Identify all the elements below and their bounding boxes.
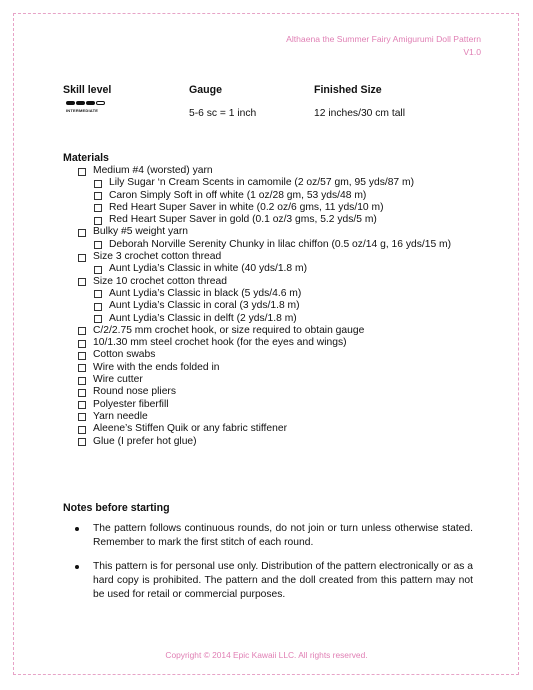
material-text: Red Heart Super Saver in white (0.2 oz/6 gms, 11 yds/10 m) <box>109 201 384 213</box>
checkbox-icon <box>78 327 86 335</box>
note-item <box>63 560 473 602</box>
note-text: This pattern is for personal use only. Distribution of the pattern electronically or as a hard copy is prohibited. The pattern and the doll created from this pattern may not be used for retail or commercial purposes. <box>93 561 473 600</box>
material-text: Aunt Lydia’s Classic in coral (3 yds/1.8 m) <box>109 300 300 312</box>
skill-bar <box>66 101 75 105</box>
material-item <box>63 386 483 398</box>
note-item <box>63 522 473 550</box>
material-text: Glue (I prefer hot glue) <box>93 435 197 447</box>
material-item <box>63 276 483 288</box>
material-subitem <box>63 288 483 300</box>
material-item <box>63 165 483 177</box>
checkbox-icon <box>94 241 102 249</box>
skill-bar <box>96 101 105 105</box>
skill-bar <box>86 101 95 105</box>
checkbox-icon <box>78 426 86 434</box>
material-item <box>63 349 483 361</box>
note-text: The pattern follows continuous rounds, do not join or turn unless otherwise stated. Remember to mark the first stitch of each round. <box>93 523 473 548</box>
material-text: Aunt Lydia’s Classic in delft (2 yds/1.8 m) <box>109 312 297 324</box>
checkbox-icon <box>78 377 86 385</box>
material-text: Caron Simply Soft in off white (1 oz/28 gm, 53 yds/48 m) <box>109 189 367 201</box>
checkbox-icon <box>94 266 102 274</box>
material-item <box>63 411 483 423</box>
material-text: Wire with the ends folded in <box>93 361 220 373</box>
checkbox-icon <box>78 438 86 446</box>
material-text: 10/1.30 mm steel crochet hook (for the eyes and wings) <box>93 337 347 349</box>
notes-heading: Notes before starting <box>63 502 170 514</box>
copyright-footer: Copyright © 2014 Epic Kawaii LLC. All rights reserved. <box>165 650 368 660</box>
material-subitem <box>63 214 483 226</box>
material-item <box>63 423 483 435</box>
material-item <box>63 251 483 263</box>
checkbox-icon <box>78 401 86 409</box>
material-subitem <box>63 239 483 251</box>
checkbox-icon <box>94 204 102 212</box>
finished-size-value: 12 inches/30 cm tall <box>314 108 406 119</box>
checkbox-icon <box>78 254 86 262</box>
material-subitem <box>63 300 483 312</box>
checkbox-icon <box>94 180 102 188</box>
page-header <box>286 33 481 59</box>
material-text: Size 10 crochet cotton thread <box>93 275 227 287</box>
material-subitem <box>63 177 483 189</box>
checkbox-icon <box>78 389 86 397</box>
bullet-icon <box>75 527 79 531</box>
material-subitem <box>63 190 483 202</box>
notes-list <box>63 522 473 612</box>
skill-level-badge <box>63 98 110 116</box>
checkbox-icon <box>94 315 102 323</box>
material-text: Aunt Lydia’s Classic in black (5 yds/4.6 m) <box>109 287 302 299</box>
bullet-icon <box>75 565 79 569</box>
material-text: Cotton swabs <box>93 349 156 361</box>
checkbox-icon <box>78 352 86 360</box>
checkbox-icon <box>94 217 102 225</box>
material-text: Aunt Lydia’s Classic in white (40 yds/1.8 m) <box>109 263 308 275</box>
material-item <box>63 436 483 448</box>
material-text: Yarn needle <box>93 410 148 422</box>
gauge-heading: Gauge <box>189 84 222 96</box>
material-text: Polyester fiberfill <box>93 398 169 410</box>
checkbox-icon <box>78 229 86 237</box>
material-item <box>63 374 483 386</box>
material-text: Size 3 crochet cotton thread <box>93 251 222 263</box>
material-subitem <box>63 263 483 275</box>
gauge-value: 5-6 sc = 1 inch <box>189 108 257 119</box>
skill-level-heading: Skill level <box>63 84 112 96</box>
material-text: Bulky #5 weight yarn <box>93 226 189 238</box>
checkbox-icon <box>94 290 102 298</box>
header-title: Althaena the Summer Fairy Amigurumi Doll Pattern <box>286 34 481 44</box>
skill-bar <box>76 101 85 105</box>
checkbox-icon <box>78 364 86 372</box>
material-text: Lily Sugar ‘n Cream Scents in camomile (2 oz/57 gm, 95 yds/87 m) <box>109 177 415 189</box>
material-item <box>63 399 483 411</box>
material-text: Wire cutter <box>93 374 143 386</box>
skill-level-text: INTERMEDIATE <box>66 108 99 113</box>
material-text: Round nose pliers <box>93 386 176 398</box>
material-subitem <box>63 202 483 214</box>
material-subitem <box>63 313 483 325</box>
finished-size-heading: Finished Size <box>314 84 382 96</box>
checkbox-icon <box>78 168 86 176</box>
material-text: Deborah Norville Serenity Chunky in lilac chiffon (0.5 oz/14 g, 16 yds/15 m) <box>109 238 452 250</box>
checkbox-icon <box>78 340 86 348</box>
material-text: C/2/2.75 mm crochet hook, or size required to obtain gauge <box>93 324 365 336</box>
material-item <box>63 226 483 238</box>
checkbox-icon <box>94 303 102 311</box>
material-item <box>63 325 483 337</box>
header-version: V1.0 <box>463 47 481 57</box>
checkbox-icon <box>94 192 102 200</box>
materials-list <box>63 165 483 448</box>
material-text: Red Heart Super Saver in gold (0.1 oz/3 gms, 5.2 yds/5 m) <box>109 214 377 226</box>
checkbox-icon <box>78 278 86 286</box>
material-item <box>63 362 483 374</box>
materials-heading: Materials <box>63 152 109 164</box>
material-item <box>63 337 483 349</box>
checkbox-icon <box>78 413 86 421</box>
material-text: Medium #4 (worsted) yarn <box>93 165 213 176</box>
material-text: Aleene’s Stiffen Quik or any fabric stiffener <box>93 423 288 435</box>
skill-level-bars <box>66 101 105 105</box>
